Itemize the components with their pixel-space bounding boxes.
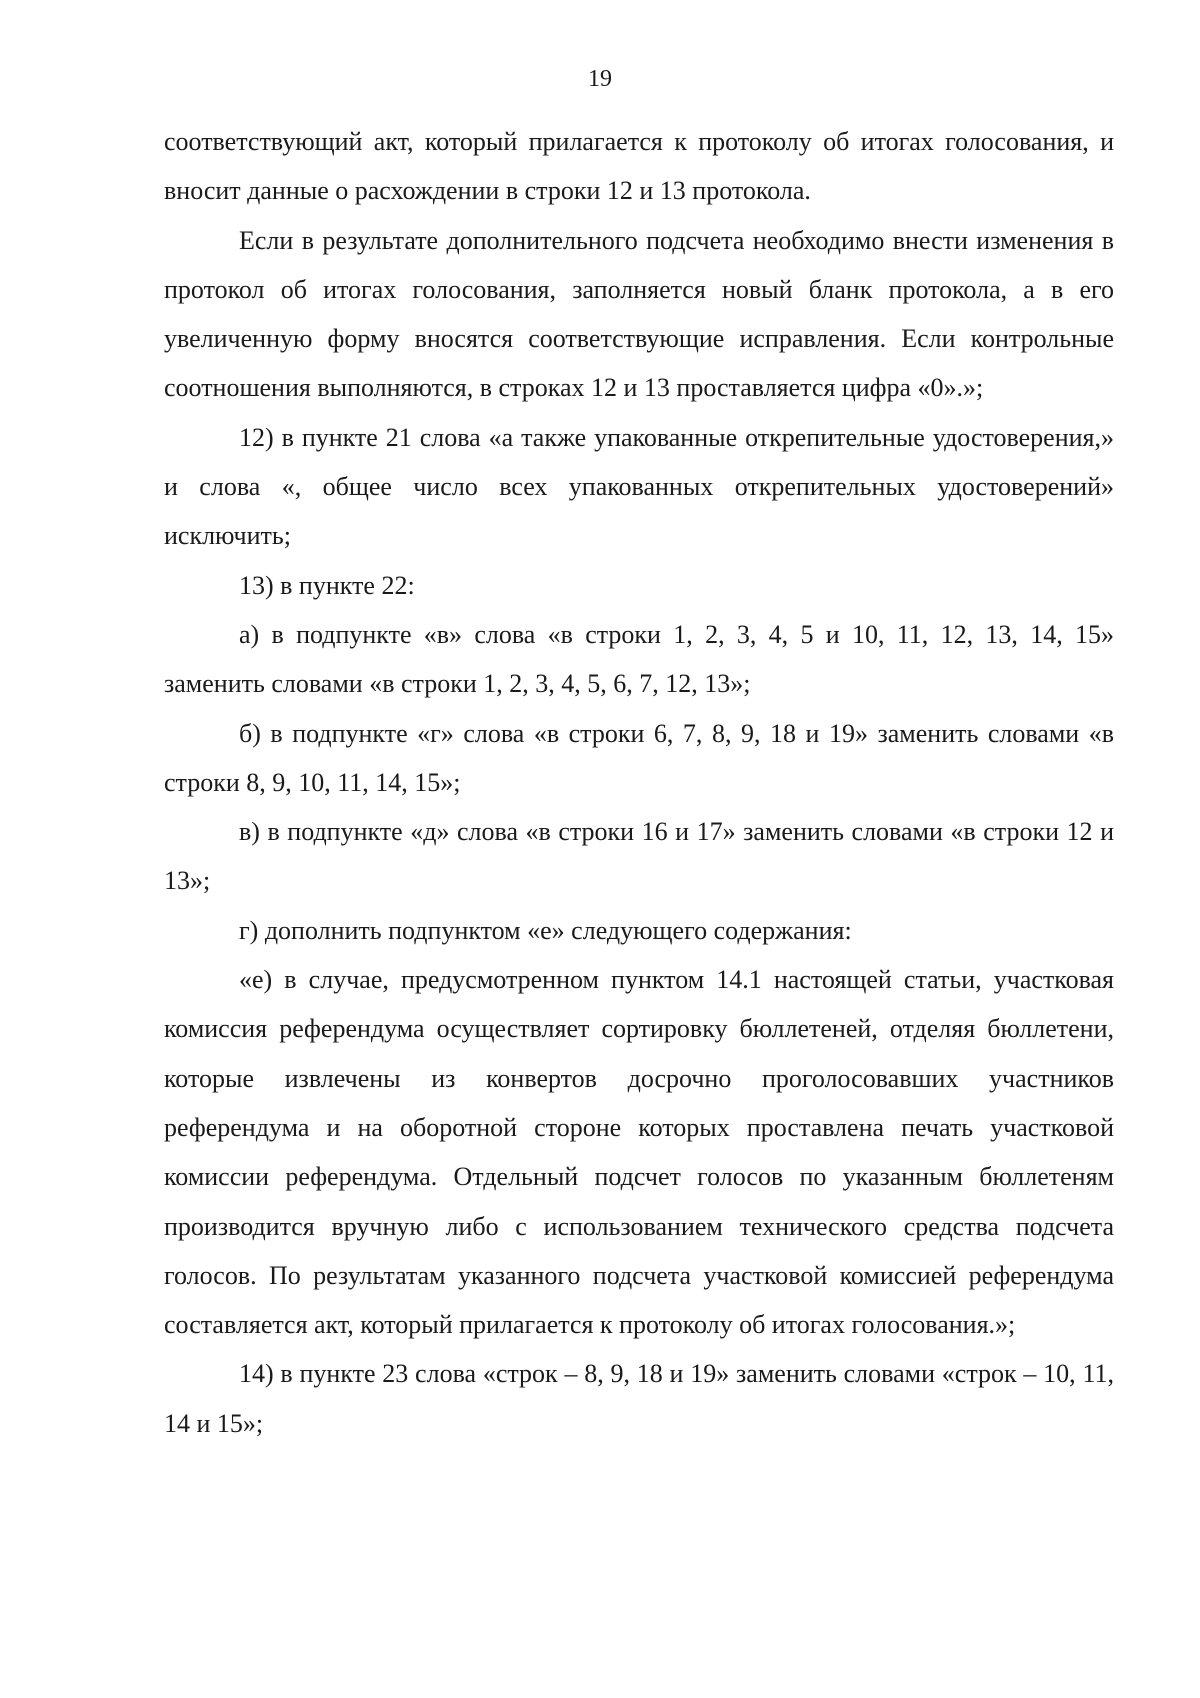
page-number: 19 [588,66,612,92]
paragraph-continuation: соответствующий акт, который прилагается к протоколу об итогах голосования, и вносит данные о расхождении в строки 12 и 13 протокола. [164,127,1114,206]
paragraph-item-14: 14) в пункте 23 слова «строк – 8, 9, 18 и 19» заменить словами «строк – 10, 11, 14 и 15»; [164,1359,1114,1438]
paragraph-recount: Если в результате дополнительного подсчета необходимо внести изменения в протокол об итогах голосования, заполняется новый бланк протокола, а в его увеличенную форму вносятся соответствующие исправления. Если контрольные соотношения выполняются, в строках 12 и 13 проставляется цифра «0».»; [164,225,1114,403]
paragraph-subitem-b: б) в подпункте «г» слова «в строки 6, 7, 8, 9, 18 и 19» заменить словами «в строки 8, 9, 10, 11, 14, 15»; [164,718,1114,797]
paragraph-item-13: 13) в пункте 22: [239,570,415,600]
document-body [164,117,1114,1448]
paragraph-subitem-g: г) дополнить подпунктом «е» следующего содержания: [239,915,852,945]
paragraph-subitem-e-text: «е) в случае, предусмотренном пунктом 14.1 настоящей статьи, участковая комиссия референдума осуществляет сортировку бюллетеней, отделяя бюллетени, которые извлечены из конвертов досрочно проголосовавших участников референдума и на оборотной стороне которых проставлена печать участковой комиссии референдума. Отдельный подсчет голосов по указанным бюллетеням производится вручную либо с использованием технического средства подсчета голосов. По результатам указанного подсчета участковой комиссией референдума составляется акт, который прилагается к протоколу об итогах голосования.»; [164,965,1114,1340]
paragraph-subitem-v: в) в подпункте «д» слова «в строки 16 и 17» заменить словами «в строки 12 и 13»; [164,817,1114,896]
paragraph-item-12: 12) в пункте 21 слова «а также упакованные открепительные удостоверения,» и слова «, общее число всех упакованных открепительных удостоверений» исключить; [164,422,1114,551]
paragraph-subitem-a: а) в подпункте «в» слова «в строки 1, 2, 3, 4, 5 и 10, 11, 12, 13, 14, 15» заменить словами «в строки 1, 2, 3, 4, 5, 6, 7, 12, 13»; [164,619,1114,699]
